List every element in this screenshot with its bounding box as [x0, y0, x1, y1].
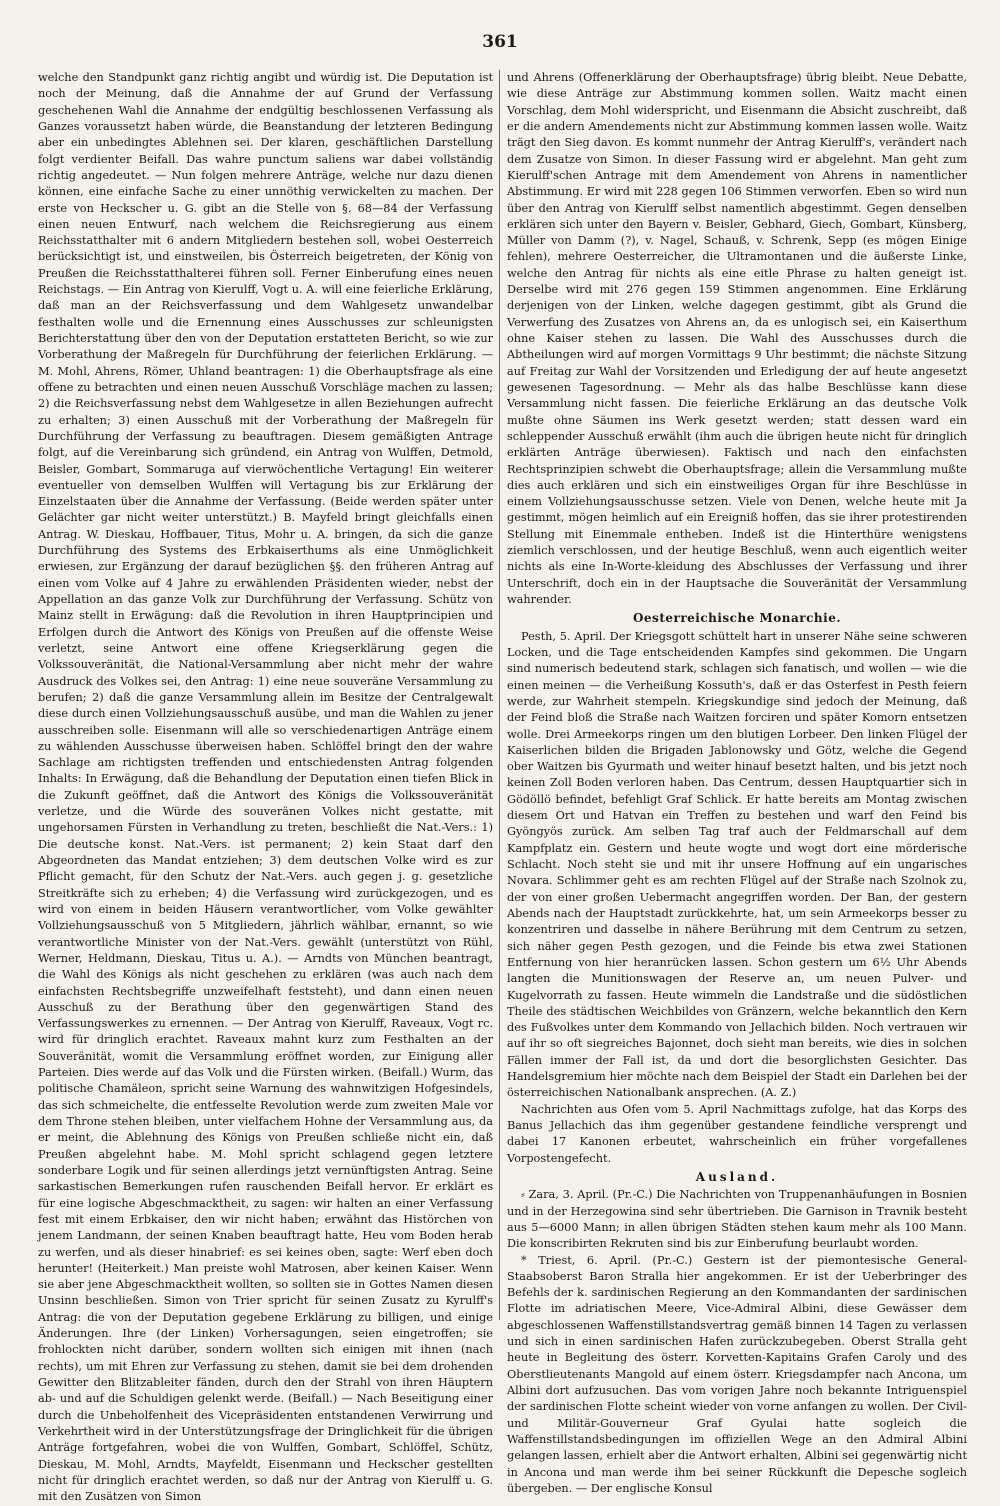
article-paragraph: und Ahrens (Offenerklärung der Oberhauptsfrage) übrig bleibt. Neue Debatte, wie diese Anträge zur Abstimmung kommen sollen. Waitz macht einen Vorschlag, dem Mohl widerspricht, und Eisenmann die Absicht zuschreibt, daß er die andern Amendements nicht zur Abstimmung kommen lassen wolle. Waitz trägt den Sieg davon. Es kommt nunmehr der Antrag Kierulff's, verändert nach dem Zusatze von Simon. In dieser Fassung wird er abgelehnt. Man geht zum Kierulff'schen Antrage mit dem Amendement von Ahrens in namentlicher Abstimmung. Er wird mit 228 gegen 106 Stimmen verworfen. Eben so wird nun über den Antrag von Kierulff selbst namentlich abgestimmt. Gegen denselben erklären sich unter den Bayern v. Beisler, Gebhard, Giech, Gombart, Künsberg, Müller von Damm (?), v. Nagel, Schauß, v. Schrenk, Sepp (es mögen Einige fehlen), mehrere Oesterreicher, die Ultramontanen und die äußerste Linke, welche den Antrag für nichts als eine eitle Phrase zu halten geneigt ist. Derselbe wird mit 276 gegen 159 Stimmen angenommen. Eine Erklärung derjenigen von der Linken, welche dagegen gestimmt, gibt als Grund die Verwerfung des Zusatzes von Ahrens an, da es unlogisch sei, ein Kaiserthum ohne Kaiser stehen zu lassen. Die Wahl des Ausschusses durch die Abtheilungen wird auf morgen Vormittags 9 Uhr bestimmt; die nächste Sitzung auf Freitag zur Wahl der Vorsitzenden und Erledigung der auf heute angesetzt gewesenen Tagesordnung. — Mehr als das halbe Beschlüsse kann diese Versammlung nicht fassen. Die feierliche Erklärung an das deutsche Volk mußte ohne Säumen ins Werk gesetzt werden; statt dessen ward ein schleppender Ausschuß erwählt (ihm auch die übrigen heute nicht für dringlich erklärten Anträge überwiesen). Faktisch und nach den einfachsten Rechtsprinzipien schwebt die Oberhauptsfrage; allein die Versammlung mußte dies auch erklären und sich ein einstweiliges Organ für ihre Beschlüsse in einem Vollziehungsausschusse setzen. Viele von Denen, welche heute mit Ja gestimmt, mögen heimlich auf ein Ereigniß hoffen, das sie ihrer protestirenden Stellung mit Einemmale entheben. Indeß ist die Hinterthüre wenigstens ziemlich verschlossen, und der heutige Beschluß, wenn auch eigentlich weiter nichts als eine In-Worte-kleidung des Abschlusses der Verfassung und ihrer Unterschrift, doch ein in der Hauptsache die Souveränität der Versammlung wahrender.: [507, 71, 967, 606]
article-paragraph: welche den Standpunkt ganz richtig angibt und würdig ist. Die Deputation ist noch der Meinung, daß die Annahme der auf Grund der Verfassung geschehenen Wahl die Annahme der endgültig beschlossenen Verfassung als Ganzes voraussetzt haben würde, die Beanstandung der letzteren Bedingung aber ein unbedingtes Ablehnen sei. Der klaren, geschäftlichen Darstellung folgt verdienter Beifall. Das wahre punctum saliens war dabei vollständig richtig angedeutet. — Nun folgen mehrere Anträge, welche nur dazu dienen können, eine einfache Sache zu einer unnöthig verwickelten zu machen. Der erste von Heckscher u. G. gibt an die Stelle von §. 68—84 der Verfassung einen neuen Entwurf, nach welchem die Reichsregierung aus einem Reichsstatthalter mit 6 andern Mitgliedern bestehen soll, wobei Oesterreich berücksichtigt ist, und einstweilen, bis Österreich beigetreten, der König von Preußen die Reichsstatthalterei führen soll. Ferner Einberufung eines neuen Reichstags. — Ein Antrag von Kierulff, Vogt u. A. will eine feierliche Erklärung, daß man an der Reichsverfassung und dem Wahlgesetz unwandelbar festhalten wolle und die Ernennung eines Ausschusses zur schleunigsten Berichterstattung über den von der Deputation erstatteten Bericht, so wie zur Vorberathung der Maßregeln für Durchführung der feierlichen Erklärung. — M. Mohl, Ahrens, Römer, Uhland beantragen: 1) die Oberhauptsfrage als eine offene zu betrachten und einen neuen Ausschuß Vorschläge machen zu lassen; 2) die Reichsverfassung nebst dem Wahlgesetze in allen Beziehungen aufrecht zu erhalten; 3) einen Ausschuß mit der Vorberathung der Maßregeln für Durchführung der Verfassung zu beauftragen. Diesem gemäßigten Antrage folgt, auf die Vereinbarung sich gründend, ein Antrag von Wulffen, Detmold, Beisler, Gombart, Sommaruga auf vierwöchentliche Vertagung! Ein weiterer eventueller von demselben Wulffen will Vertagung bis zur Erklärung der Einzelstaaten über die Annahme der Verfassung. (Beide werden später unter Gelächter gar nicht weiter unterstützt.) B. Mayfeld bringt gleichfalls einen Antrag. W. Dieskau, Hoffbauer, Titus, Mohr u. A. bringen, da sich die ganze Durchführung des Systems des Erbkaiserthums als eine Unmöglichkeit erwiesen, zur Ergänzung der darauf bezüglichen §§. den früheren Antrag auf einen vom Volke auf 4 Jahre zu erwählenden Präsidenten wieder, nebst der Appellation an das ganze Volk zur Durchführung der Verfassung. Schütz von Mainz stellt in Erwägung: daß die Revolution in ihren Hauptprincipien und Erfolgen durch die Antwort des Königs von Preußen auf die offenste Weise verletzt, seine Antwort eine offene Kriegserklärung gegen die Volkssouveränität, die National-Versammlung aber nicht mehr der wahre Ausdruck des Volkes sei, den Antrag: 1) eine neue souveräne Versammlung zu berufen; 2) daß die ganze Versammlung allein im Besitze der Centralgewalt diese durch einen Vollziehungsausschuß ausübe, und man die Wahlen zu jener ausschreiben solle. Eisenmann will alle so verschiedenartigen Anträge einem zu wählenden Ausschusse überweisen haben. Schlöffel bringt den der wahre Sachlage am richtigsten treffenden und entschiedensten Antrag folgenden Inhalts: In Erwägung, daß die Behandlung der Deputation einen tiefen Blick in die Zukunft geöffnet, daß die Antwort des Königs die Volkssouveränität verletze, und die Würde des souveränen Volkes nicht gestatte, mit ungehorsamen Fürsten in Verhandlung zu treten, beschließt die Nat.-Vers.: 1) Die deutsche konst. Nat.-Vers. ist permanent; 2) kein Staat darf den Abgeordneten das Mandat entziehen; 3) dem deutschen Volke wird es zur Pflicht gemacht, für den Schutz der Nat.-Vers. auch gegen j. g. gesetzliche Streitkräfte sich zu erheben; 4) die Verfassung wird zurückgezogen, und es wird von einem in beiden Häusern verantwortlicher, vom Volke gewählter Vollziehungsausschuß von 5 Mitgliedern, jährlich wählbar, ernannt, so wie verantwortliche Minister von der Nat.-Vers. gewählt (unterstützt von Rühl, Werner, Heldmann, Dieskau, Titus u. A.). — Arndts von München beantragt, die Wahl des Königs als nicht geschehen zu erklären (was auch nach dem einfachsten Rechtsbegriffe unzweifelhaft feststeht), und dann einen neuen Ausschuß zu der Berathung über den gegenwärtigen Stand des Verfassungswerkes zu ernennen. — Der Antrag von Kierulff, Raveaux, Vogt rc. wird für dringlich erachtet. Raveaux mahnt kurz zum Festhalten an der Souveränität, womit die Versammlung eröffnet worden, zur Einigung aller Parteien. Dies werde auf das Volk und die Fürsten wirken. (Beifall.) Wurm, das politische Chamäleon, spricht seine Warnung des wahnwitzigen Hofgesindels, das sich schmeichelte, die entfesselte Revolution werde zum zweiten Male vor dem Throne stehen bleiben, unter vielfachem Hohne der Versammlung aus, da er meint, die Ablehnung des Königs von Preußen schließe nicht ein, daß Preußen abgelehnt habe. M. Mohl spricht schlagend gegen letztere sonderbare Logik und für seinen allerdings jetzt vernünftigsten Antrag. Seine sarkastischen Bemerkungen rufen rauschenden Beifall hervor. Er erklärt es für eine logische Abgeschmacktheit, zu sagen: wir halten an einer Verfassung fest mit einem Erbkaiser, den wir nicht haben; erwähnt das Histörchen von jenem Landmann, der seinen Knaben beauftragt hatte, Heu vom Boden herab zu werfen, und als dieser hinabrief: es sei keines oben, sagte: Werf eben doch herunter! (Heiterkeit.) Man preiste wohl Matrosen, aber keinen Kaiser. Wenn sie aber jene Abgeschmacktheit wollten, so sollten sie in Gottes Namen diesen Unsinn beschließen. Simon von Trier spricht für seinen Zusatz zu Kyrulff's Antrag: die von der Deputation gegebene Erklärung zu billigen, und einige Änderungen. Ihre (der Linken) Vorhersagungen, seien eingetroffen; sie frohlockten nicht darüber, sondern wollten sich einigen mit ihnen (nach rechts), um mit Ehren zur Verfassung zu stehen, damit sie bei dem drohenden Gewitter den Blitzableiter fänden, durch den der Strahl von ihren Häuptern ab- und auf die Schuldigen gelenkt werde. (Beifall.) — Nach Beseitigung einer durch die Unbeholfenheit des Vicepräsidenten entstandenen Verwirrung und Verkehrtheit wird in der Unterstützungsfrage der Dringlichkeit für die übrigen Anträge fortgefahren, wobei die von Wulffen, Gombart, Schlöffel, Schütz, Dieskau, M. Mohl, Arndts, Mayfeldt, Eisenmann und Heckscher gestellten nicht für dringlich erachtet werden, so daß nur der Antrag von Kierulff u. G. mit den Zusätzen von Simon: [38, 71, 493, 1504]
left-column: [38, 70, 493, 1504]
article-paragraph: * Triest, 6. April. (Pr.-C.) Gestern ist der piemontesische General-Staabsoberst Baron Stralla hier angekommen. Er ist der Ueberbringer des Befehls der k. sardinischen Regierung an den Kommandanten der sardinischen Flotte im adriatischen Meere, Vice-Admiral Albini, diese Gewässer dem abgeschlossenen Waffenstillstandsvertrag gemäß binnen 14 Tagen zu verlassen und sich in einen sardinischen Hafen zurückzubegeben. Oberst Stralla geht heute in Begleitung des österr. Korvetten-Kapitains Grafen Caroly und des Oberstlieutenants Mangold auf einem österr. Kriegsdampfer nach Ancona, um Albini dort aufzusuchen. Das vom vorigen Jahre noch bekannte Intriguenspiel der sardinischen Flotte scheint wieder von vorne anfangen zu wollen. Der Civil- und Militär-Gouverneur Graf Gyulai hatte sogleich die Waffenstillstandsbedingungen im offiziellen Wege an den Admiral Albini gelangen lassen, erhielt aber die Antwort erhalten, Albini sei gegenwärtig nicht in Ancona und man werde ihm bei seiner Rückkunft die Depesche sogleich übergeben. — Der englische Konsul: [507, 1253, 967, 1495]
right-column: [507, 70, 967, 1495]
section-heading-foreign: Ausland.: [695, 1169, 779, 1184]
column-divider: [499, 70, 500, 1320]
article-paragraph: Pesth, 5. April. Der Kriegsgott schüttelt hart in unserer Nähe seine schweren Locken, und die Tage entscheidenden Kampfes sind gekommen. Die Ungarn sind numerisch bedeutend stark, schlagen sich fanatisch, und wollen — wie die einen meinen — die Verheißung Kossuth's, daß er das Osterfest in Pesth feiern werde, zur Wahrheit stempeln. Kriegskundige sind jedoch der Meinung, daß der Feind bloß die Straße nach Waitzen forciren und später Komorn entsetzen wolle. Drei Armeekorps ringen um den blutigen Lorbeer. Den linken Flügel der Kaiserlichen bilden die Brigaden Jablonowsky und Götz, welche die Gegend ober Waitzen bis Gyurmath und weiter hinauf besetzt halten, und bis jetzt noch keinen Zoll Boden verloren haben. Das Centrum, dessen Hauptquartier sich in Gödöllö befindet, befehligt Graf Schlick. Er hatte bereits am Montag zwischen diesem Ort und Hatvan ein Treffen zu bestehen und warf den Feind bis Gyöngyös zurück. Am selben Tag traf auch der Feldmarschall auf dem Kampfplatz ein. Gestern und heute wogte und wogt dort eine mörderische Schlacht. Noch steht sie und mit ihr unsere Hoffnung auf ein ungarisches Novara. Schlimmer geht es am rechten Flügel auf der Straße nach Szolnok zu, der von einer großen Uebermacht angegriffen worden. Der Ban, der gestern Abends nach der Hauptstadt zurückkehrte, hat, um sein Armeekorps besser zu konzentriren und dasselbe in nähere Berührung mit dem Centrum zu setzen, sich näher gegen Pesth gezogen, und die Feinde bis etwa zwei Stationen Entfernung von hier heranrücken lassen. Schon gestern um 6½ Uhr Abends langten die Munitionswagen der Reserve an, um neuen Pulver- und Kugelvorrath zu fassen. Heute wimmeln die Landstraße und die südöstlichen Theile des städtischen Weichbildes von Gränzern, welche bekanntlich den Kern des Fußvolkes unter dem Kommando von Jellachich bilden. Noch vertrauen wir auf ihr so oft siegreiches Bajonnet, doch sieht man bereits, wie dies in solchen Fällen immer der Fall ist, da und dort die besorglichsten Gesichter. Das Handelsgremium hier möchte nach dem Beispiel der Stadt ein Darlehen bei der österreichischen Nationalbank ansprechen. (A. Z.): [507, 629, 967, 1100]
article-paragraph: Nachrichten aus Ofen vom 5. April Nachmittags zufolge, hat das Korps des Banus Jellachich das ihm gegenüber gestandene feindliche versprengt und dabei 17 Kanonen erbeutet, wahrscheinlich ein früher vorgefallenes Vorpostengefecht.: [507, 1102, 967, 1165]
article-paragraph: ⸗ Zara, 3. April. (Pr.-C.) Die Nachrichten von Truppenanhäufungen in Bosnien und in der Herzegowina sind sehr übertrieben. Die Garnison in Travnik besteht aus 5—6000 Mann; in allen übrigen Städten stehen kaum mehr als 100 Mann. Die konscribirten Rekruten sind bis zur Einberufung beurlaubt worden.: [507, 1188, 967, 1251]
page-number: 361: [482, 32, 518, 52]
section-heading-austria: Oesterreichische Monarchie.: [632, 611, 842, 626]
